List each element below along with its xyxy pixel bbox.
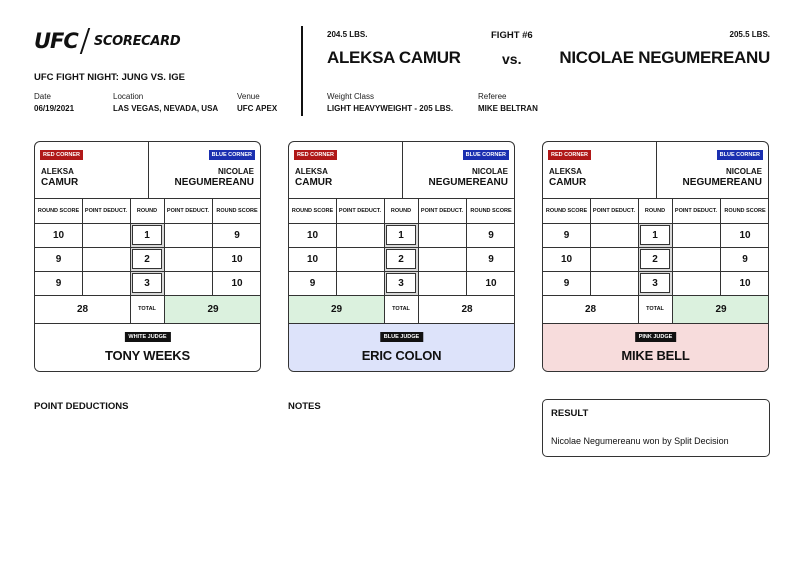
round-row — [543, 223, 768, 247]
card-fighters-header — [35, 142, 260, 199]
blue-round-score: 10 — [231, 277, 243, 289]
red-corner-badge: RED CORNER — [40, 150, 83, 160]
red-point-deduction — [590, 271, 638, 295]
red-round-score: 10 — [306, 253, 319, 265]
vs-label: vs. — [502, 51, 522, 67]
grid-line — [466, 199, 467, 295]
round-number: 2 — [144, 253, 150, 265]
blue-point-deduction — [418, 247, 466, 271]
judge-info — [289, 323, 514, 372]
red-round-score: 9 — [55, 277, 62, 289]
blue-point-deduction — [418, 271, 466, 295]
grid-line — [543, 271, 768, 272]
blue-round-score: 10 — [485, 277, 497, 289]
round-header: ROUND — [136, 207, 158, 214]
grid-line — [672, 199, 673, 323]
grid-line — [638, 199, 639, 323]
event-title: UFC FIGHT NIGHT: JUNG VS. IGE — [34, 72, 185, 83]
judge-card — [34, 141, 261, 372]
weight-class-label: Weight Class — [327, 92, 374, 101]
red-point-deduction — [590, 223, 638, 247]
blue-round-score-header: ROUND SCORE — [470, 207, 512, 214]
red-point-deduction — [82, 223, 130, 247]
blue-point-deduct-header: POINT DEDUCT. — [674, 207, 718, 214]
result-text: Nicolae Negumereanu won by Split Decision — [551, 436, 729, 446]
blue-fighter-card-name — [175, 168, 254, 188]
grid-line — [212, 199, 213, 295]
card-header-divider — [656, 142, 657, 199]
blue-point-deduction — [672, 247, 720, 271]
red-corner-badge: RED CORNER — [294, 150, 337, 160]
red-round-score: 10 — [560, 253, 573, 265]
blue-point-deduction — [164, 247, 212, 271]
blue-total-score: 29 — [672, 295, 769, 323]
score-header-row — [35, 199, 260, 223]
round-row — [289, 247, 514, 271]
blue-round-score: 9 — [742, 253, 748, 265]
round-number: 2 — [652, 253, 658, 265]
judge-info — [543, 323, 768, 372]
blue-round-score: 9 — [488, 253, 494, 265]
grid-line — [35, 295, 260, 296]
round-row — [289, 271, 514, 295]
red-fighter-weight: 204.5 LBS. — [327, 30, 368, 39]
blue-total-score: 28 — [461, 303, 473, 315]
blue-round-score: 9 — [488, 229, 494, 241]
red-point-deduction — [336, 271, 384, 295]
blue-first-name: NICOLAE — [472, 167, 508, 176]
red-fighter-card-name — [549, 168, 586, 188]
red-round-score-header: ROUND SCORE — [545, 207, 588, 214]
card-header-divider — [402, 142, 403, 199]
red-round-score: 9 — [55, 253, 62, 265]
round-header: ROUND — [644, 207, 666, 214]
red-point-deduct-header: POINT DEDUCT. — [592, 207, 636, 214]
card-header-divider — [148, 142, 149, 199]
total-row — [543, 295, 768, 323]
red-first-name: ALEKSA — [549, 167, 582, 176]
blue-point-deduction — [164, 271, 212, 295]
round-row — [35, 271, 260, 295]
judge-badge: WHITE JUDGE — [124, 332, 170, 342]
blue-corner-badge: BLUE CORNER — [463, 150, 509, 160]
logo-text: UFC — [34, 29, 78, 53]
round-number: 1 — [144, 229, 150, 241]
grid-line — [82, 199, 83, 295]
header-divider — [301, 26, 303, 116]
grid-line — [384, 199, 385, 323]
red-last-name: CAMUR — [41, 176, 79, 188]
grid-line — [130, 199, 131, 323]
total-row — [35, 295, 260, 323]
round-header: ROUND — [390, 207, 412, 214]
notes-title: NOTES — [288, 401, 321, 412]
date-label: Date — [34, 92, 51, 101]
grid-line — [289, 295, 514, 296]
blue-round-score: 10 — [231, 253, 243, 265]
total-row — [289, 295, 514, 323]
red-first-name: ALEKSA — [295, 167, 328, 176]
red-corner-badge: RED CORNER — [548, 150, 591, 160]
blue-round-score-header: ROUND SCORE — [216, 207, 258, 214]
blue-point-deduction — [418, 223, 466, 247]
red-fighter-card-name — [41, 168, 78, 188]
red-last-name: CAMUR — [549, 176, 587, 188]
grid-line — [543, 223, 768, 224]
judge-name: MIKE BELL — [621, 348, 690, 363]
red-round-score: 9 — [563, 229, 570, 241]
red-fighter-name: ALEKSA CAMUR — [327, 48, 461, 67]
venue-label: Venue — [237, 92, 260, 101]
judge-card — [288, 141, 515, 372]
blue-round-score: 10 — [739, 229, 751, 241]
grid-line — [418, 199, 419, 323]
red-point-deduction — [82, 247, 130, 271]
red-round-score: 9 — [309, 277, 316, 289]
grid-line — [720, 199, 721, 295]
judge-card — [542, 141, 769, 372]
blue-point-deduction — [164, 223, 212, 247]
round-row — [543, 271, 768, 295]
total-label: TOTAL — [392, 305, 410, 312]
blue-fighter-card-name — [683, 168, 762, 188]
round-number: 1 — [652, 229, 658, 241]
red-point-deduct-header: POINT DEDUCT. — [84, 207, 128, 214]
grid-line — [35, 271, 260, 272]
location-label: Location — [113, 92, 144, 101]
round-number: 3 — [144, 277, 150, 289]
red-fighter-card-name — [295, 168, 332, 188]
blue-corner-badge: BLUE CORNER — [209, 150, 255, 160]
round-number: 1 — [398, 229, 404, 241]
red-round-score: 10 — [52, 229, 65, 241]
judge-name: ERIC COLON — [361, 348, 442, 363]
round-row — [289, 223, 514, 247]
point-deductions-title: POINT DEDUCTIONS — [34, 401, 129, 412]
grid-line — [590, 199, 591, 295]
judge-info — [35, 323, 260, 372]
red-round-score-header: ROUND SCORE — [291, 207, 334, 214]
blue-first-name: NICOLAE — [726, 167, 762, 176]
red-point-deduction — [82, 271, 130, 295]
grid-line — [289, 247, 514, 248]
red-round-score-header: ROUND SCORE — [37, 207, 80, 214]
score-header-row — [289, 199, 514, 223]
score-header-row — [543, 199, 768, 223]
total-label: TOTAL — [646, 305, 664, 312]
blue-round-score-header: ROUND SCORE — [724, 207, 766, 214]
blue-point-deduct-header: POINT DEDUCT. — [166, 207, 210, 214]
judge-name: TONY WEEKS — [105, 348, 190, 363]
result-box — [542, 399, 770, 457]
doc-title: SCORECARD — [93, 33, 181, 49]
red-round-score: 9 — [563, 277, 570, 289]
red-total-score: 29 — [289, 295, 384, 323]
blue-point-deduct-header: POINT DEDUCT. — [420, 207, 464, 214]
blue-round-score: 10 — [739, 277, 751, 289]
grid-line — [289, 271, 514, 272]
card-fighters-header — [543, 142, 768, 199]
blue-total-score: 29 — [164, 295, 261, 323]
grid-line — [543, 247, 768, 248]
blue-fighter-weight: 205.5 LBS. — [729, 30, 770, 39]
blue-round-score: 9 — [234, 229, 240, 241]
blue-last-name: NEGUMEREANU — [428, 176, 508, 188]
red-round-score: 10 — [306, 229, 319, 241]
round-row — [35, 223, 260, 247]
red-point-deduct-header: POINT DEDUCT. — [338, 207, 382, 214]
grid-line — [164, 199, 165, 323]
grid-line — [289, 223, 514, 224]
red-point-deduction — [336, 247, 384, 271]
round-number: 2 — [398, 253, 404, 265]
red-total-score: 28 — [76, 303, 89, 315]
fight-number: FIGHT #6 — [491, 30, 533, 41]
judge-badge: BLUE JUDGE — [380, 332, 423, 342]
referee-value: MIKE BELTRAN — [478, 104, 538, 113]
red-last-name: CAMUR — [295, 176, 333, 188]
blue-point-deduction — [672, 271, 720, 295]
round-row — [543, 247, 768, 271]
red-total-score: 28 — [584, 303, 597, 315]
blue-fighter-name: NICOLAE NEGUMEREANU — [559, 48, 770, 67]
ufc-logo — [34, 28, 180, 54]
round-number: 3 — [652, 277, 658, 289]
date-value: 06/19/2021 — [34, 104, 75, 113]
referee-label: Referee — [478, 92, 507, 101]
blue-first-name: NICOLAE — [218, 167, 254, 176]
judge-badge: PINK JUDGE — [635, 332, 677, 342]
blue-last-name: NEGUMEREANU — [682, 176, 762, 188]
venue-value: UFC APEX — [237, 104, 278, 113]
grid-line — [543, 295, 768, 296]
card-fighters-header — [289, 142, 514, 199]
round-row — [35, 247, 260, 271]
grid-line — [336, 199, 337, 295]
blue-point-deduction — [672, 223, 720, 247]
blue-corner-badge: BLUE CORNER — [717, 150, 763, 160]
total-label: TOTAL — [138, 305, 156, 312]
grid-line — [35, 223, 260, 224]
logo-divider — [80, 28, 90, 54]
grid-line — [35, 247, 260, 248]
round-number: 3 — [398, 277, 404, 289]
blue-last-name: NEGUMEREANU — [174, 176, 254, 188]
result-title: RESULT — [551, 408, 589, 419]
blue-fighter-card-name — [429, 168, 508, 188]
location-value: LAS VEGAS, NEVADA, USA — [113, 104, 219, 113]
red-first-name: ALEKSA — [41, 167, 74, 176]
weight-class-value: LIGHT HEAVYWEIGHT - 205 LBS. — [327, 104, 454, 113]
red-point-deduction — [590, 247, 638, 271]
red-point-deduction — [336, 223, 384, 247]
